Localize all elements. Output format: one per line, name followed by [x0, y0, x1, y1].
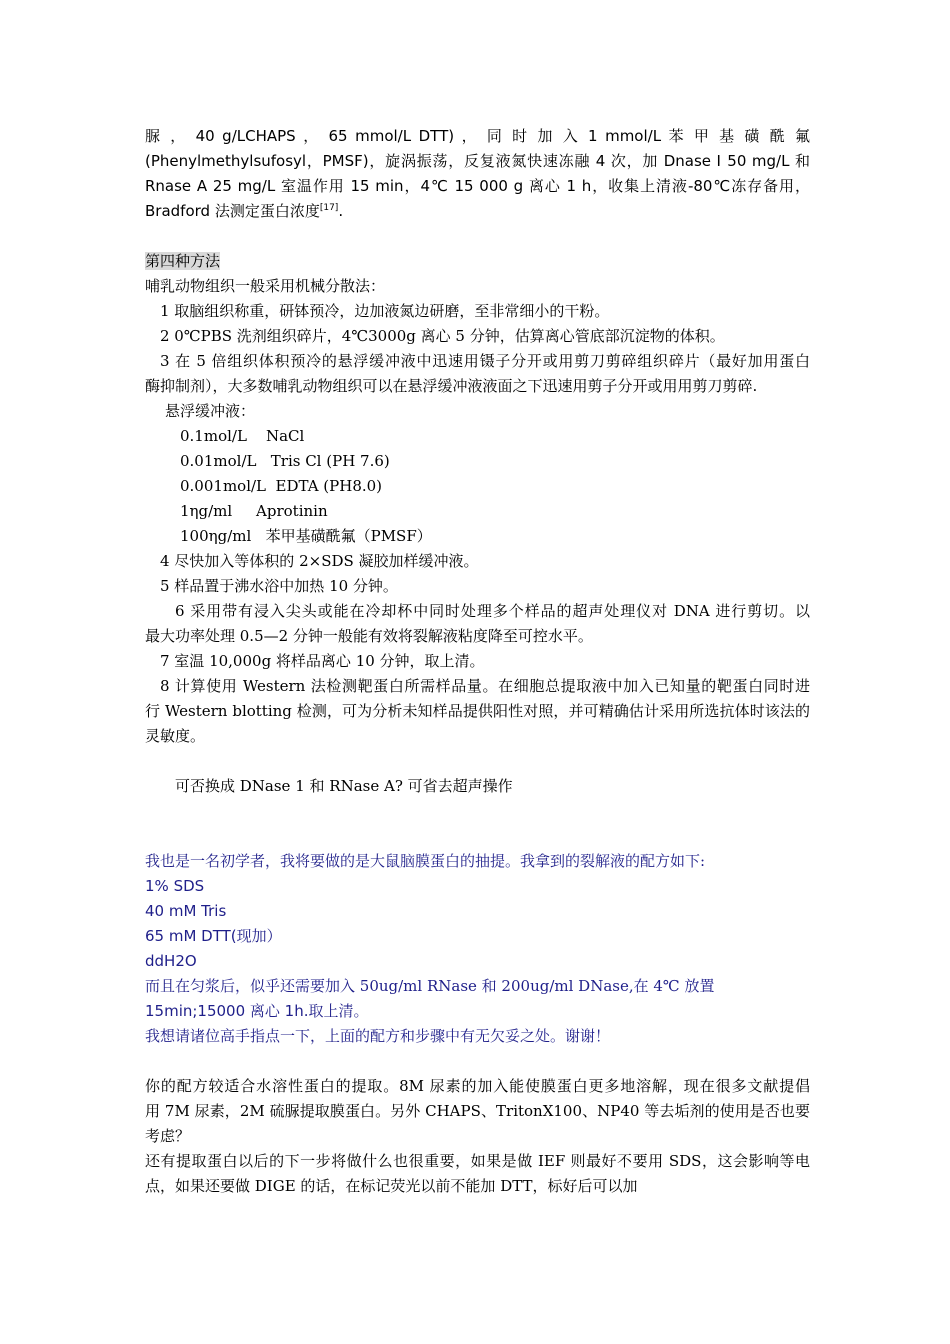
buffer-item: 100ηg/ml 苯甲基磺酰氟（PMSF） [180, 527, 432, 545]
spacer [145, 1049, 810, 1074]
intro-line-2: (Phenylmethylsufosyl，PMSF)，旋涡振荡，反复液氮快速冻融 4 次，加 Dnase Ⅰ 50 mg/L 和 [145, 152, 810, 170]
method4-heading: 第四种方法 [145, 252, 221, 270]
forum-post-intro: 我也是一名初学者，我将要做的是大鼠脑膜蛋白的抽提。我拿到的裂解液的配方如下: [145, 852, 706, 870]
method4-subtitle: 哺乳动物组织一般采用机械分散法： [145, 277, 386, 295]
step-6-line-2: 最大功率处理 0.5—2 分钟一般能有效将裂解液粘度降至可控水平。 [145, 627, 593, 645]
step-1: 1 取脑组织称重，研钵预冷，边加液氮边研磨，至非常细小的干粉。 [160, 302, 610, 320]
buffer-item: 0.01mol/L Tris Cl (PH 7.6) [180, 452, 390, 470]
step-3-line-2: 酶抑制剂），大多数哺乳动物组织可以在悬浮缓冲液液面之下迅速用剪子分开或用用剪刀剪碎. [145, 377, 758, 395]
reply-line-4: 还有提取蛋白以后的下一步将做什么也很重要，如果是做 IEF 则最好不要用 SDS，这会影响等电 [145, 1152, 810, 1170]
reply-line-1: 你的配方较适合水溶性蛋白的提取。8M 尿素的加入能使膜蛋白更多地溶解，现在很多文献提倡 [145, 1077, 810, 1095]
intro-line-4-text: Bradford 法测定蛋白浓度 [145, 202, 320, 220]
spacer [145, 799, 810, 849]
reply-line-5: 点，如果还要做 DIGE 的话，在标记荧光以前不能加 DTT，标好后可以加 [145, 1177, 638, 1195]
forum-post-extra-line-2: 15min;15000 离心 1h.取上清。 [145, 1002, 369, 1020]
step-6-line-1: 6 采用带有浸入尖头或能在冷却杯中同时处理多个样品的超声处理仪对 DNA 进行剪切。以 [175, 602, 810, 620]
buffer-label: 悬浮缓冲液： [165, 402, 256, 420]
buffer-item: 1ηg/ml Aprotinin [180, 502, 328, 520]
reply-line-3: 考虑？ [145, 1127, 191, 1145]
forum-post-closing: 我想请诸位高手指点一下，上面的配方和步骤中有无欠妥之处。谢谢！ [145, 1027, 611, 1045]
buffer-item: 0.1mol/L NaCl [180, 427, 305, 445]
step-8-line-1: 8 计算使用 Western 法检测靶蛋白所需样品量。在细胞总提取液中加入已知量的靶蛋白同时进 [160, 677, 810, 695]
step-7: 7 室温 10,000g 将样品离心 10 分钟，取上清。 [160, 652, 485, 670]
forum-post-extra-line-1: 而且在匀浆后，似乎还需要加入 50ug/ml RNase 和 200ug/ml DNase,在 4℃ 放置 [145, 977, 715, 995]
step-2: 2 0℃PBS 洗剂组织碎片，4℃3000g 离心 5 分钟，估算离心管底部沉淀物的体积。 [160, 327, 725, 345]
intro-line-4 [145, 199, 810, 224]
lysis-recipe-item: 1% SDS [145, 877, 205, 895]
step-8-line-3: 灵敏度。 [145, 727, 206, 745]
lysis-recipe-item: ddH2O [145, 952, 197, 970]
step-4: 4 尽快加入等体积的 2×SDS 凝胶加样缓冲液。 [160, 552, 479, 570]
intro-line-4-end: . [338, 202, 344, 220]
intro-line-3: Rnase A 25 mg/L 室温作用 15 min，4℃ 15 000 g 离心 1 h，收集上清液-80℃冻存备用， [145, 177, 810, 195]
document-body [145, 124, 810, 1199]
step-3-line-1: 3 在 5 倍组织体积预冷的悬浮缓冲液中迅速用镊子分开或用剪刀剪碎组织碎片（最好加用蛋白 [160, 352, 810, 370]
spacer [145, 749, 810, 774]
lysis-recipe-item: 40 mM Tris [145, 902, 227, 920]
buffer-item: 0.001mol/L EDTA (PH8.0) [180, 477, 383, 495]
reply-line-2: 用 7M 尿素，2M 硫脲提取膜蛋白。另外 CHAPS、TritonX100、NP40 等去垢剂的使用是否也要 [145, 1102, 810, 1120]
citation-ref: [17] [319, 203, 339, 213]
method4-heading-row [145, 249, 810, 274]
method4-question: 可否换成 DNase 1 和 RNase A? 可省去超声操作 [175, 777, 513, 795]
step-8-line-2: 行 Western blotting 检测，可为分析未知样品提供阳性对照，并可精确估计采用所选抗体时该法的 [145, 702, 810, 720]
spacer [145, 224, 810, 249]
intro-line-1: 脲 ， 40 g/LCHAPS ， 65 mmol/L DTT) ， 同 时 加 入 1 mmol/L 苯 甲 基 磺 酰 氟 [145, 127, 810, 145]
step-5: 5 样品置于沸水浴中加热 10 分钟。 [160, 577, 398, 595]
lysis-recipe-item: 65 mM DTT(现加） [145, 927, 282, 945]
